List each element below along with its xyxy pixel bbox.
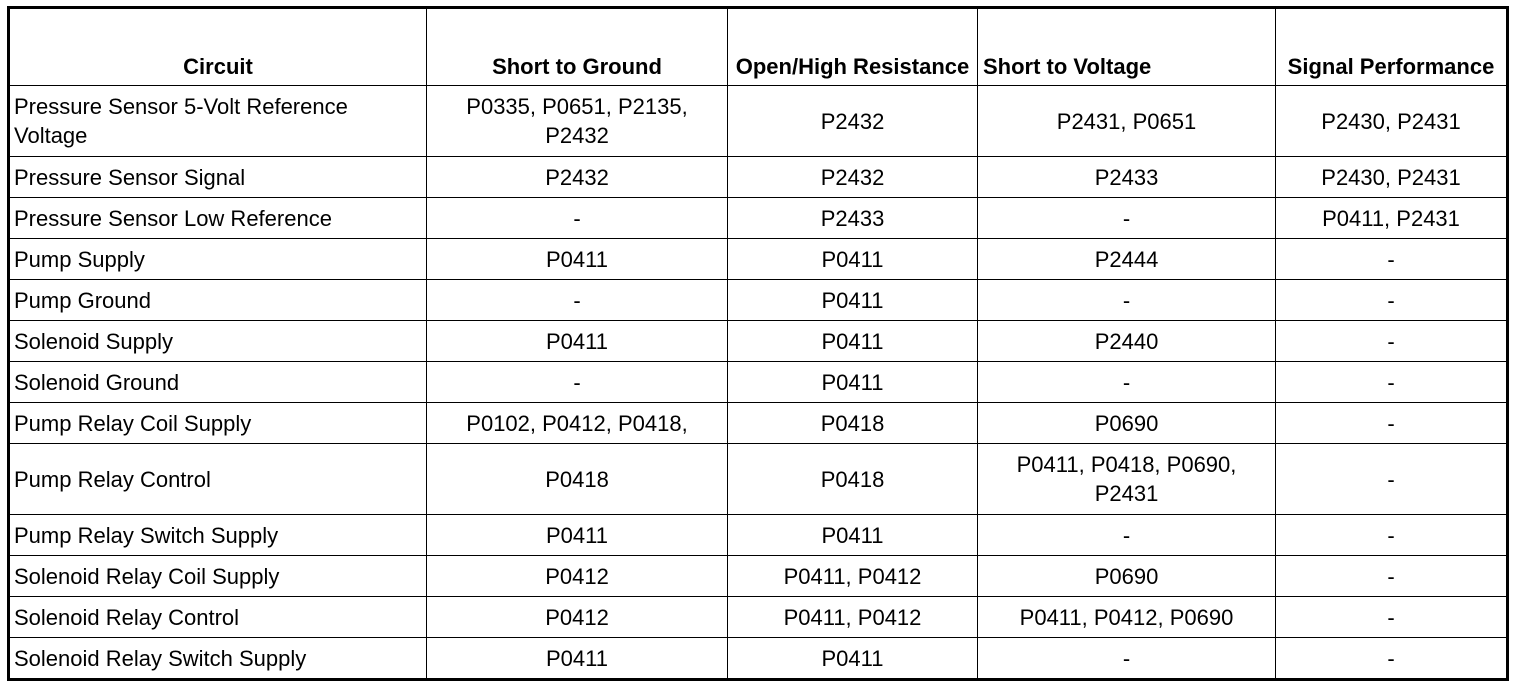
cell-signal-performance: -	[1276, 362, 1508, 403]
cell-open-high-resistance: P0411	[728, 362, 978, 403]
cell-short-to-voltage: -	[978, 638, 1276, 680]
cell-signal-performance: -	[1276, 321, 1508, 362]
cell-signal-performance: -	[1276, 239, 1508, 280]
table-row	[9, 638, 1508, 680]
table-body	[9, 86, 1508, 680]
table-row	[9, 198, 1508, 239]
cell-short-to-voltage: -	[978, 362, 1276, 403]
cell-open-high-resistance: P0411	[728, 638, 978, 680]
table-row	[9, 239, 1508, 280]
cell-short-to-ground: P0102, P0412, P0418,	[427, 403, 728, 444]
cell-open-high-resistance: P0411, P0412	[728, 556, 978, 597]
cell-open-high-resistance: P2432	[728, 86, 978, 157]
cell-open-high-resistance: P0411, P0412	[728, 597, 978, 638]
cell-circuit: Pressure Sensor Signal	[9, 157, 427, 198]
cell-short-to-ground: P0418	[427, 444, 728, 515]
cell-short-to-voltage: P2440	[978, 321, 1276, 362]
cell-short-to-voltage: -	[978, 198, 1276, 239]
cell-short-to-ground: P0411	[427, 638, 728, 680]
cell-circuit: Pump Relay Coil Supply	[9, 403, 427, 444]
cell-circuit: Solenoid Relay Switch Supply	[9, 638, 427, 680]
cell-short-to-ground: P0411	[427, 321, 728, 362]
cell-circuit: Pressure Sensor Low Reference	[9, 198, 427, 239]
table-row	[9, 597, 1508, 638]
cell-short-to-ground: P0335, P0651, P2135, P2432	[427, 86, 728, 157]
cell-short-to-voltage: P2444	[978, 239, 1276, 280]
cell-short-to-ground: P0411	[427, 239, 728, 280]
table-row	[9, 280, 1508, 321]
cell-circuit: Pump Relay Switch Supply	[9, 515, 427, 556]
cell-short-to-voltage: -	[978, 280, 1276, 321]
table-row	[9, 86, 1508, 157]
cell-signal-performance: P0411, P2431	[1276, 198, 1508, 239]
cell-short-to-ground: -	[427, 280, 728, 321]
cell-circuit: Solenoid Relay Coil Supply	[9, 556, 427, 597]
table-row	[9, 321, 1508, 362]
cell-signal-performance: -	[1276, 280, 1508, 321]
cell-short-to-ground: P2432	[427, 157, 728, 198]
cell-circuit: Solenoid Ground	[9, 362, 427, 403]
table-row	[9, 515, 1508, 556]
cell-short-to-voltage: P0411, P0418, P0690, P2431	[978, 444, 1276, 515]
cell-open-high-resistance: P0418	[728, 403, 978, 444]
cell-short-to-ground: P0412	[427, 597, 728, 638]
cell-short-to-voltage: P2431, P0651	[978, 86, 1276, 157]
cell-open-high-resistance: P0418	[728, 444, 978, 515]
cell-short-to-voltage: -	[978, 515, 1276, 556]
header-open-high-resistance: Open/High Resistance	[728, 8, 978, 86]
header-short-to-ground: Short to Ground	[427, 8, 728, 86]
cell-circuit: Solenoid Supply	[9, 321, 427, 362]
cell-open-high-resistance: P2433	[728, 198, 978, 239]
cell-short-to-voltage: P0690	[978, 556, 1276, 597]
table-row	[9, 444, 1508, 515]
dtc-table-container	[7, 6, 1509, 681]
cell-open-high-resistance: P0411	[728, 239, 978, 280]
cell-circuit: Pump Supply	[9, 239, 427, 280]
cell-signal-performance: -	[1276, 515, 1508, 556]
cell-signal-performance: -	[1276, 444, 1508, 515]
header-short-to-voltage: Short to Voltage	[978, 8, 1276, 86]
cell-short-to-ground: P0411	[427, 515, 728, 556]
header-circuit: Circuit	[9, 8, 427, 86]
cell-circuit: Solenoid Relay Control	[9, 597, 427, 638]
cell-signal-performance: P2430, P2431	[1276, 86, 1508, 157]
cell-short-to-ground: -	[427, 198, 728, 239]
dtc-circuit-table	[7, 6, 1509, 681]
cell-signal-performance: -	[1276, 403, 1508, 444]
cell-open-high-resistance: P2432	[728, 157, 978, 198]
cell-circuit: Pressure Sensor 5-Volt Reference Voltage	[9, 86, 427, 157]
cell-open-high-resistance: P0411	[728, 515, 978, 556]
cell-short-to-ground: -	[427, 362, 728, 403]
cell-short-to-ground: P0412	[427, 556, 728, 597]
cell-short-to-voltage: P2433	[978, 157, 1276, 198]
cell-open-high-resistance: P0411	[728, 321, 978, 362]
cell-short-to-voltage: P0690	[978, 403, 1276, 444]
table-row	[9, 362, 1508, 403]
table-row	[9, 157, 1508, 198]
cell-signal-performance: -	[1276, 597, 1508, 638]
cell-signal-performance: P2430, P2431	[1276, 157, 1508, 198]
header-signal-performance: Signal Performance	[1276, 8, 1508, 86]
table-row	[9, 556, 1508, 597]
table-row	[9, 403, 1508, 444]
cell-open-high-resistance: P0411	[728, 280, 978, 321]
cell-circuit: Pump Ground	[9, 280, 427, 321]
cell-signal-performance: -	[1276, 556, 1508, 597]
cell-short-to-voltage: P0411, P0412, P0690	[978, 597, 1276, 638]
cell-circuit: Pump Relay Control	[9, 444, 427, 515]
cell-signal-performance: -	[1276, 638, 1508, 680]
table-header-row	[9, 8, 1508, 86]
